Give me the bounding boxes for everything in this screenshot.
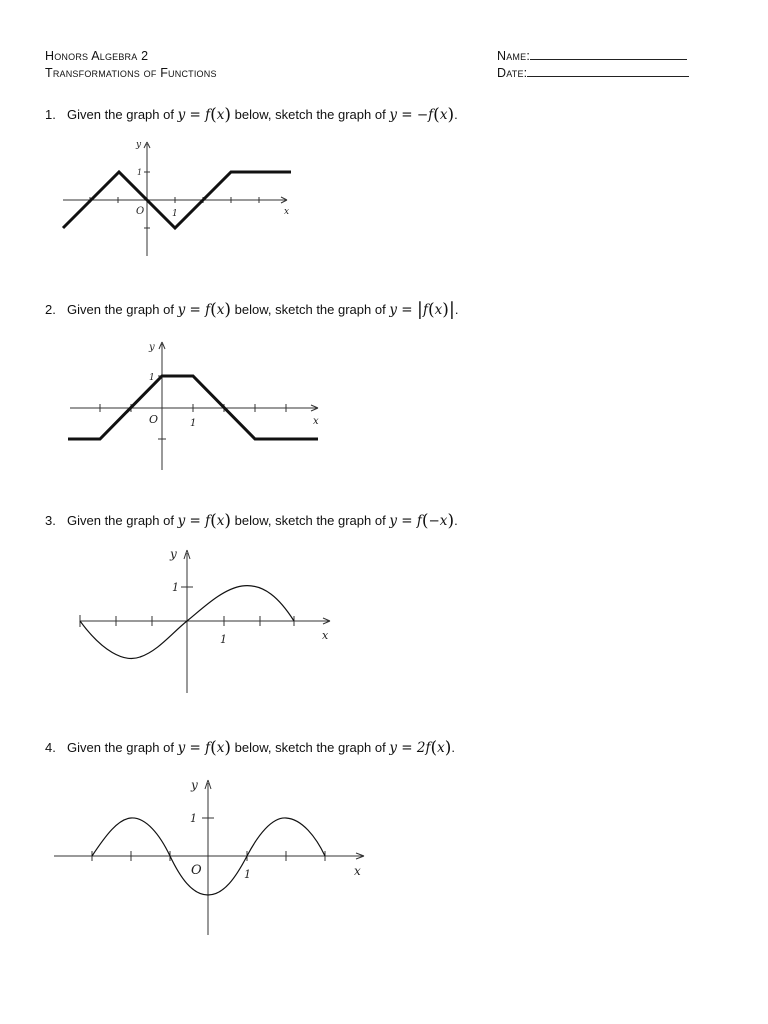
question-text-before: Given the graph of bbox=[67, 302, 174, 317]
question-text-before: Given the graph of bbox=[67, 513, 174, 528]
y-tick-label: 1 bbox=[190, 812, 197, 825]
x-axis bbox=[63, 197, 287, 203]
x-tick-label: 1 bbox=[172, 209, 178, 219]
origin-label: O bbox=[149, 413, 159, 426]
date-blank[interactable] bbox=[527, 67, 689, 77]
given-function: y = f(x) bbox=[177, 105, 232, 125]
question-1: 1. Given the graph of y = f(x) below, sketch the graph of y = −f(x). bbox=[45, 105, 458, 125]
date-line bbox=[497, 65, 689, 82]
name-label: Name: bbox=[497, 49, 531, 63]
x-axis bbox=[54, 851, 364, 861]
question-3: 3. Given the graph of y = f(x) below, sketch the graph of y = f(−x). bbox=[45, 511, 458, 531]
question-text-before: Given the graph of bbox=[67, 740, 174, 755]
question-number: 2. bbox=[45, 302, 56, 317]
student-info bbox=[497, 48, 689, 82]
question-text-middle: below, sketch the graph of bbox=[234, 740, 386, 755]
question-2: 2. Given the graph of y = f(x) below, sketch the graph of y = |f(x)|. bbox=[45, 299, 459, 320]
y-axis-label: y bbox=[136, 140, 142, 150]
worksheet-topic: Transformations of Functions bbox=[45, 66, 217, 80]
x-tick-label: 1 bbox=[220, 633, 227, 646]
question-number: 1. bbox=[45, 107, 56, 122]
origin-label: O bbox=[191, 863, 202, 878]
x-axis-label: x bbox=[313, 416, 319, 427]
y-axis bbox=[202, 780, 214, 935]
x-axis-label: x bbox=[322, 629, 329, 642]
graph-3 bbox=[72, 543, 342, 698]
x-axis bbox=[80, 615, 330, 627]
x-tick-label: 1 bbox=[190, 418, 197, 429]
x-tick-label: 1 bbox=[244, 868, 251, 881]
y-axis-label: y bbox=[149, 342, 155, 353]
date-label: Date: bbox=[497, 66, 528, 80]
question-number: 4. bbox=[45, 740, 56, 755]
question-text-middle: below, sketch the graph of bbox=[234, 513, 386, 528]
graph-4 bbox=[50, 773, 370, 938]
given-function: y = f(x) bbox=[177, 511, 232, 531]
target-function: y = −f(x) bbox=[389, 105, 455, 125]
x-axis-label: x bbox=[354, 864, 361, 878]
target-function: y = 2f(x) bbox=[389, 738, 452, 758]
target-function: y = f(−x) bbox=[389, 511, 455, 531]
y-tick-label: 1 bbox=[149, 373, 155, 383]
question-number: 3. bbox=[45, 513, 56, 528]
origin-label: O bbox=[136, 206, 145, 217]
given-function: y = f(x) bbox=[177, 300, 232, 320]
graph-2 bbox=[60, 338, 330, 474]
given-function: y = f(x) bbox=[177, 738, 232, 758]
x-axis-label: x bbox=[284, 207, 290, 217]
worksheet-header bbox=[45, 48, 217, 82]
target-function: y = |f(x)| bbox=[389, 299, 455, 320]
x-axis bbox=[70, 404, 318, 412]
y-axis-label: y bbox=[191, 778, 198, 792]
y-tick-label: 1 bbox=[172, 581, 179, 594]
graph-1 bbox=[55, 138, 305, 262]
question-4: 4. Given the graph of y = f(x) below, sketch the graph of y = 2f(x). bbox=[45, 738, 455, 758]
y-axis bbox=[158, 342, 166, 470]
name-line bbox=[497, 48, 689, 65]
course-title: Honors Algebra 2 bbox=[45, 49, 149, 63]
question-text-middle: below, sketch the graph of bbox=[234, 302, 386, 317]
y-tick-label: 1 bbox=[137, 168, 143, 177]
question-text-middle: below, sketch the graph of bbox=[234, 107, 386, 122]
question-text-before: Given the graph of bbox=[67, 107, 174, 122]
y-axis-label: y bbox=[170, 547, 177, 561]
name-blank[interactable] bbox=[530, 50, 687, 60]
